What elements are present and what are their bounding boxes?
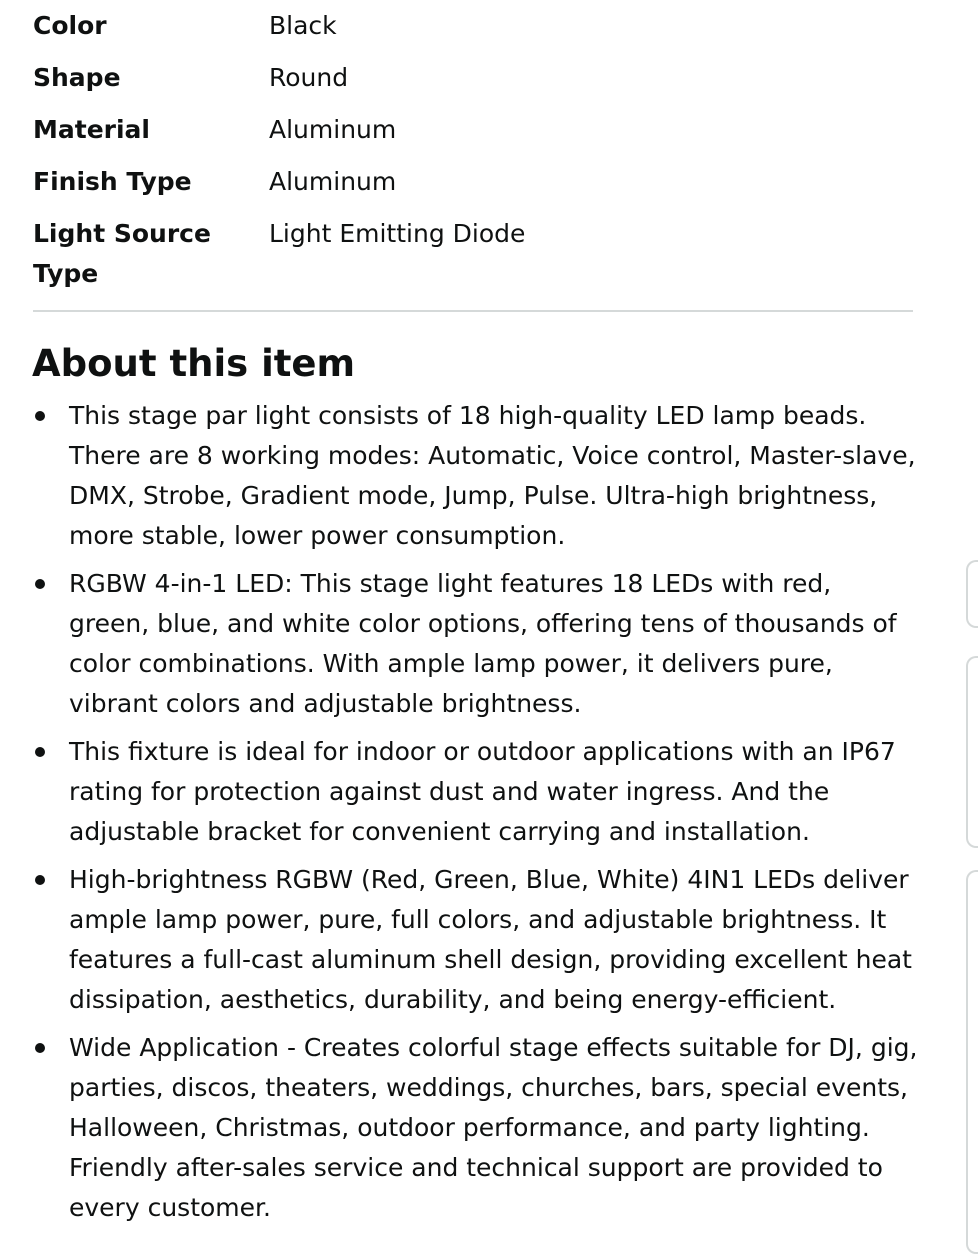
spec-row-light-source-type [33,214,913,294]
section-divider [33,310,913,312]
spec-row-finish-type [33,162,913,202]
list-item: RGBW 4-in-1 LED: This stage light features 18 LEDs with red, green, blue, and white color options, offering tens of thousands of color combinations. With ample lamp power, it delivers pure, vibrant colors and adjustable brightness. [69,564,919,724]
spec-row-material [33,110,913,150]
spec-value: Aluminum [269,167,397,196]
spec-row-shape [33,58,913,98]
side-panel-edge [966,870,978,1254]
spec-value: Light Emitting Diode [269,219,526,248]
product-specs-table [33,6,913,306]
list-item: High-brightness RGBW (Red, Green, Blue, White) 4IN1 LEDs deliver ample lamp power, pure, full colors, and adjustable brightness. It features a full-cast aluminum shell design, providing excellent heat dissipation, aesthetics, durability, and being energy-efficient. [69,860,919,1020]
list-item: This stage par light consists of 18 high-quality LED lamp beads. There are 8 working modes: Automatic, Voice control, Master-slave, DMX, Strobe, Gradient mode, Jump, Pulse. Ultra-high brightness, more stable, lower power consumption. [69,396,919,556]
spec-value: Black [269,11,337,40]
side-panel-edge [966,560,978,628]
spec-value: Round [269,63,349,92]
list-item: Wide Application - Creates colorful stage effects suitable for DJ, gig, parties, discos, theaters, weddings, churches, bars, special events, Halloween, Christmas, outdoor performance, and party lighting. Friendly after-sales service and technical support are provided to every customer. [69,1028,919,1228]
about-bullet-list [69,396,919,1236]
spec-row-color [33,6,913,46]
about-heading: About this item [32,342,356,385]
spec-label: Color [33,11,107,40]
list-item: This fixture is ideal for indoor or outdoor applications with an IP67 rating for protection against dust and water ingress. And the adjustable bracket for convenient carrying and installation. [69,732,919,852]
spec-value: Aluminum [269,115,397,144]
spec-label: Finish Type [33,167,192,196]
spec-label: Material [33,115,150,144]
spec-label: Shape [33,63,121,92]
spec-label: Light Source Type [33,219,211,288]
side-panel-edge [966,656,978,848]
